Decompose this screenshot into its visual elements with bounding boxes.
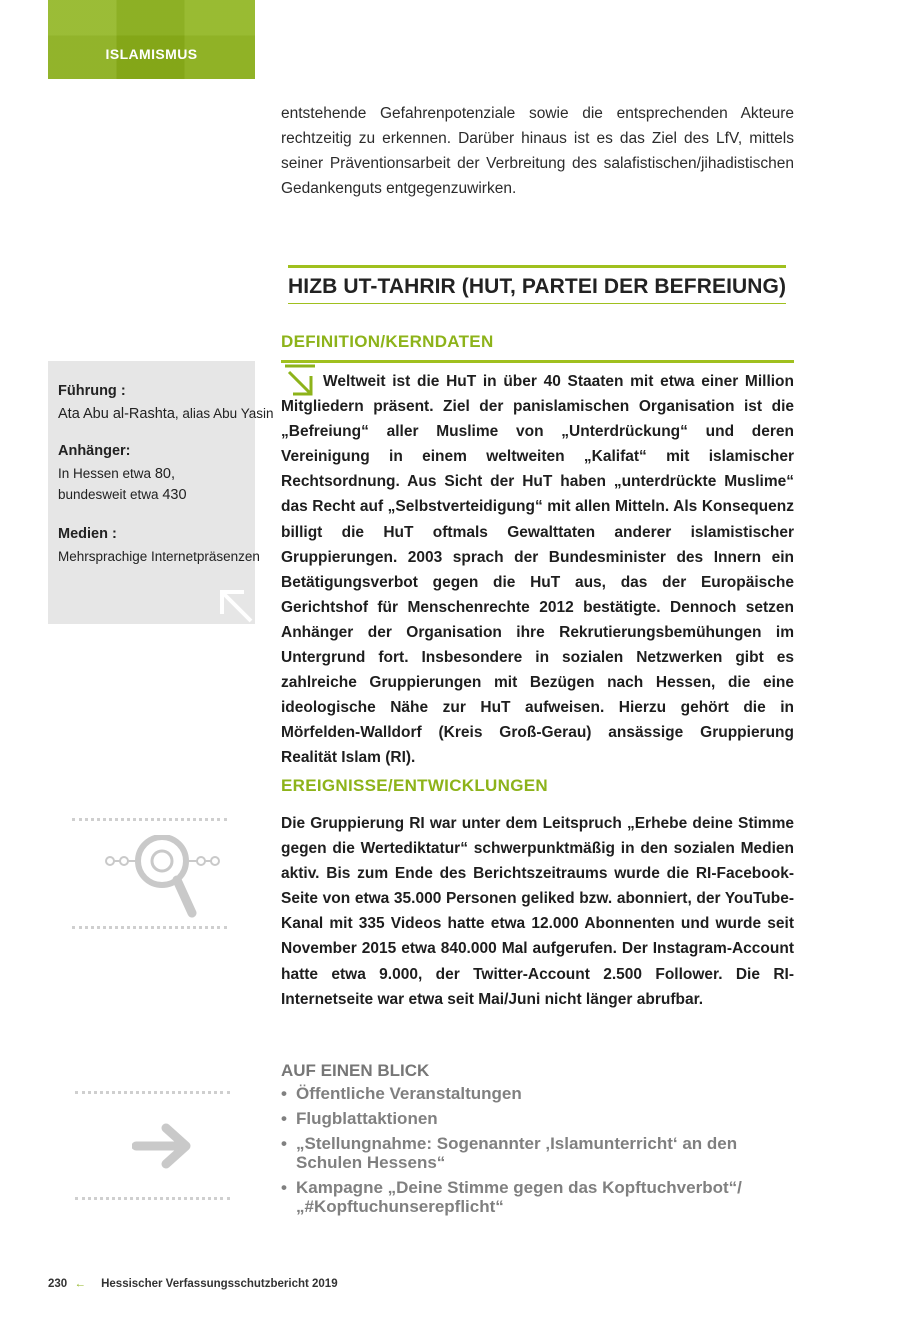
list-item: • Kampagne „Deine Stimme gegen das Kopftuchverbot“/ „#Kopftuchunserepflicht“ [281,1178,801,1216]
at-a-glance-list [281,1084,801,1222]
followers-federal-prefix: bundesweit etwa [58,487,163,502]
followers-federal [58,484,187,506]
definition-text [281,369,794,771]
definition-heading: DEFINITION/KERNDATEN [281,332,494,351]
media-label: Medien : [58,526,117,542]
dotted-divider-top [72,818,227,823]
section-title: HIZB UT-TAHRIR (HUT, PARTEI DER BEFREIUNG) [288,265,786,304]
leader-alias: , alias Abu Yasin [174,406,274,421]
definition-body: Weltweit ist die HuT in über 40 Staaten mit etwa einer Million Mitgliedern präsent. Ziel der panislamischen Organisation ist die „Befreiung“ aller Muslime von „Unterdrückung“ und deren Vereinigung in einem weltweiten „Kalifat“ mit islamischer Rechtsordnung. Aus Sicht der HuT haben „unterdrückte Muslime“ das Recht auf „Selbstverteidigung“ mit allen Mitteln. Als Konsequenz billigt die HuT oftmals Gewalttaten anderer islamistischer Gruppierungen. 2003 sprach der Bundesminister des Innern ein Betätigungsverbot gegen die HuT aus, das der Europäische Gerichtshof für Menschenrechte 2012 bestätigte. Dennoch setzen Anhänger der Organisation ihre Rekrutierungsbemühungen im Untergrund fort. Insbesondere in sozialen Netzwerken gibt es zahlreiche Gruppierungen mit Bezügen nach Hessen, die eine ideologische Nähe zur HuT aufweisen. Hierzu gehört die in Mörfelden-Walldorf (Kreis Groß-Gerau) ansässige Gruppierung Realität Islam (RI). [281,373,794,767]
events-text: Die Gruppierung RI war unter dem Leitspruch „Erhebe deine Stimme gegen die Wertediktatur“ schwerpunktmäßig in den sozialen Medien aktiv. Bis zum Ende des Berichtszeitraums wurde die RI-Facebook-Seite von etwa 35.000 Personen geliked bzw. abonniert, der YouTube-Kanal mit 335 Videos hatte etwa 12.000 Abonnenten und wurde seit November 2015 etwa 840.000 Mal aufgerufen. Der Instagram-Account hatte etwa 9.000, der Twitter-Account 2.500 Follower. Die RI-Internetseite war etwa seit Mai/Juni nicht länger abrufbar. [281,815,794,1008]
back-arrow-icon: ← [74,1278,86,1290]
arrow-right-icon [132,1122,194,1170]
list-item: • Öffentliche Veranstaltungen [281,1084,801,1103]
arrow-up-left-icon [218,588,254,624]
at-a-glance-heading: AUF EINEN BLICK [281,1061,430,1080]
media-value: Mehrsprachige Internetpräsenzen [58,549,260,564]
page-footer [48,1278,338,1290]
events-heading: EREIGNISSE/ENTWICKLUNGEN [281,776,548,795]
publication-title: Hessischer Verfassungsschutzbericht 2019 [101,1278,338,1290]
followers-hessen-prefix: In Hessen etwa [58,466,155,481]
list-item: • Flugblattaktionen [281,1109,801,1128]
section-tag-label: ISLAMISMUS [105,46,198,62]
followers-label: Anhänger: [58,443,131,459]
page-number: 230 [48,1278,68,1290]
key-facts-box [48,361,274,624]
followers-hessen-value: 80 [154,466,171,482]
followers-hessen-suffix: , [170,466,175,482]
dotted-divider-bottom [72,926,227,931]
followers-federal-value: 430 [162,487,187,503]
leadership-label: Führung : [58,383,126,399]
followers-hessen [58,463,175,485]
leadership-value [58,403,273,425]
definition-rule [281,360,794,363]
section-tag [48,0,255,79]
leader-name: Ata Abu al-Rashta [58,406,175,422]
list-item: • „Stellungnahme: Sogenannter ‚Islamunterricht‘ an den Schulen Hessens“ [281,1134,801,1172]
magnifier-network-icon [100,835,225,921]
intro-paragraph: entstehende Gefahrenpotenziale sowie die entsprechenden Akteure rechtzeitig zu erkennen. Darüber hinaus ist es das Ziel des LfV, mittels seiner Präventionsarbeit der Verbreitung des salafistischen/jihadistischen Gedankenguts entgegenzuwirken. [281,105,794,197]
dotted-divider-glance-top [75,1091,230,1096]
dotted-divider-glance-bottom [75,1197,230,1202]
